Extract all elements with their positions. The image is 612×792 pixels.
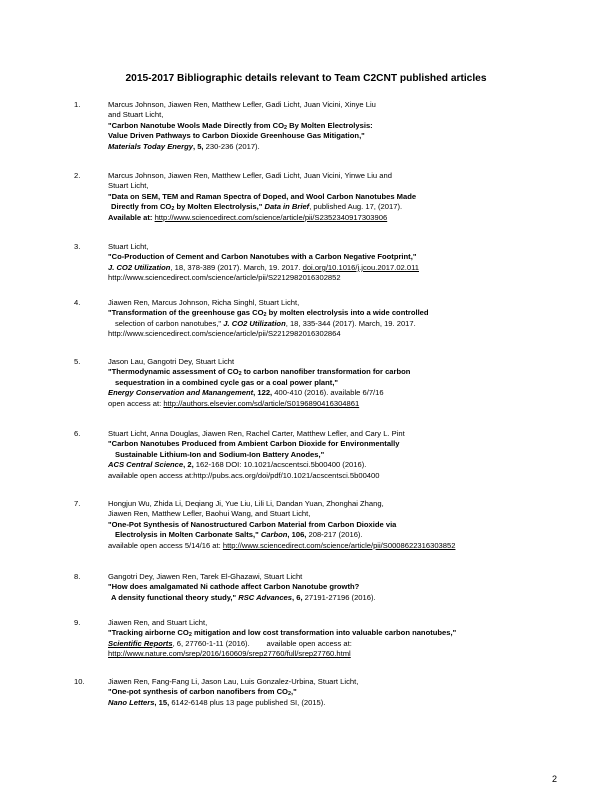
entry-title-cont: Value Driven Pathways to Carbon Dioxide Greenhouse Gas Mitigation," — [108, 131, 365, 141]
entry-availability: available open access 5/14/16 at: http://www.sciencedirect.com/science/article/pii/S0008622316303852 — [108, 540, 456, 550]
entry-number: 9. — [74, 618, 81, 627]
entry-authors: Gangotri Dey, Jiawen Ren, Tarek El-Ghazawi, Stuart Licht — [108, 572, 303, 581]
entry-title: "Tracking airborne $CO_2$ mitigation and low cost transformation into valuable carbon nanotubes," — [108, 628, 457, 639]
entry-title: "Thermodynamic assessment of $CO_2$ to carbon nanofiber transformation for carbon — [108, 367, 411, 378]
entry-title: "How does amalgamated Ni cathode affect Carbon Nanotube growth? — [108, 582, 360, 592]
entry-number: 7. — [74, 499, 81, 508]
entry-number: 6. — [74, 429, 81, 438]
article-link[interactable]: http://www.sciencedirect.com/science/article/pii/S2352340917303906 — [154, 212, 388, 222]
entry-authors: Jiawen Ren, Marcus Johnson, Richa Singhl, Stuart Licht, — [108, 298, 300, 307]
entry-availability: available open access at:http://pubs.acs.org/doi/pdf/10.1021/acscentsci.5b00400 — [108, 470, 380, 480]
entry-number: 4. — [74, 298, 81, 307]
entry-title-cont: selection of carbon nanotubes," J. CO2 Utilization, 18, 335-344 (2017). March, 19. 2017. — [115, 318, 416, 328]
article-link[interactable]: http://pubs.acs.org/doi/pdf/10.1021/acscentsci.5b00400 — [193, 470, 380, 480]
entry-title-cont: Directly from $CO_2$ by Molten Electrolysis," Data in Brief, published Aug. 17, (2017). — [111, 202, 403, 213]
entry-title-cont: sequestration in a combined cycle gas or a coal power plant," — [115, 377, 339, 387]
entry-authors: Jason Lau, Gangotri Dey, Stuart Licht — [108, 357, 235, 366]
entry-authors: Stuart Licht, Anna Douglas, Jiawen Ren, Rachel Carter, Matthew Lefler, and Cary L. Pint — [108, 429, 405, 438]
entry-url — [108, 649, 578, 659]
entry-number: 10. — [74, 677, 85, 686]
entry-authors: Stuart Licht, — [108, 242, 149, 251]
article-link[interactable]: http://www.sciencedirect.com/science/article/pii/S0008622316303852 — [222, 540, 456, 550]
page-number: 2 — [552, 774, 558, 784]
entry-citation: Materials Today Energy, 5, 230-236 (2017). — [108, 141, 260, 151]
entry-number: 3. — [74, 242, 81, 251]
entry-authors: Marcus Johnson, Jiawen Ren, Matthew Lefler, Gadi Licht, Juan Vicini, Xinye Liu — [108, 100, 376, 109]
entry-title: "One-Pot Synthesis of Nanostructured Carbon Material from Carbon Dioxide via — [108, 519, 397, 529]
entry-url: http://www.sciencedirect.com/science/article/pii/S2212982016302852 — [108, 273, 341, 283]
entry-title: "Carbon Nanotube Wools Made Directly from $CO_2$ By Molten Electrolysis: — [108, 120, 373, 131]
entry-number: 1. — [74, 100, 81, 109]
entry-number: 2. — [74, 171, 81, 180]
page-title: 2015-2017 Bibliographic details relevant to Team C2CNT published articles — [125, 73, 487, 84]
article-link[interactable]: http://www.nature.com/srep/2016/160609/srep27760/full/srep27760.html — [108, 649, 351, 659]
entry-title: "Co-Production of Cement and Carbon Nanotubes with a Carbon Negative Footprint," — [108, 252, 417, 262]
entry-availability: Available at: http://www.sciencedirect.com/science/article/pii/S2352340917303906 — [108, 212, 388, 222]
entry-authors-cont: Jiawen Ren, Matthew Lefler, Baohui Wang, and Stuart Licht, — [108, 509, 311, 519]
entry-authors: Jiawen Ren, Fang-Fang Li, Jason Lau, Luis Gonzalez-Urbina, Stuart Licht, — [108, 677, 359, 686]
entry-title-cont: A density functional theory study," RSC Advances, 6, 27191-27196 (2016). — [111, 592, 376, 602]
entry-citation: ACS Central Science, 2, 162-168 DOI: 10.1021/acscentsci.5b00400 (2016). — [108, 460, 367, 470]
entry-number: 8. — [74, 572, 81, 581]
entry-authors: Marcus Johnson, Jiawen Ren, Matthew Lefler, Gadi Licht, Juan Vicini, Yinwe Liu and — [108, 171, 392, 180]
entry-number: 5. — [74, 357, 81, 366]
entry-authors: Hongjun Wu, Zhida Li, Deqiang Ji, Yue Liu, Lili Li, Dandan Yuan, Zhonghai Zhang, — [108, 499, 384, 508]
entry-authors-cont: and Stuart Licht, — [108, 110, 164, 120]
entry-availability: open access at: http://authors.elsevier.com/sd/article/S0196890416304861 — [108, 398, 360, 408]
entry-title: "One-pot synthesis of carbon nanofibers from $CO_2$," — [108, 687, 297, 698]
entry-title-cont: Electrolysis in Molten Carbonate Salts," Carbon, 106, 208-217 (2016). — [115, 530, 363, 540]
entry-citation: Energy Conservation and Manangement, 122, 400-410 (2016). available 6/7/16 — [108, 388, 384, 398]
entry-title: "Transformation of the greenhouse gas $CO_2$ by molten electrolysis into a wide controlled — [108, 308, 429, 319]
article-link[interactable]: http://authors.elsevier.com/sd/article/S0196890416304861 — [163, 398, 360, 408]
entry-title-cont: Sustainable Lithium-Ion and Sodium-Ion Battery Anodes," — [115, 449, 325, 459]
entry-authors-cont: Stuart Licht, — [108, 181, 149, 191]
doi-link[interactable]: doi.org/10.1016/j.jcou.2017.02.011 — [302, 262, 419, 272]
entry-citation: Nano Letters, 15, 6142-6148 plus 13 page published SI, (2015). — [108, 697, 326, 707]
entry-url: http://www.sciencedirect.com/science/article/pii/S2212982016302864 — [108, 329, 341, 339]
entry-title: "Carbon Nanotubes Produced from Ambient Carbon Dioxide for Environmentally — [108, 439, 400, 449]
entry-title: "Data on SEM, TEM and Raman Spectra of Doped, and Wool Carbon Nanotubes Made — [108, 191, 417, 201]
entry-citation: J. CO2 Utilization, 18, 378-389 (2017). March, 19. 2017. doi.org/10.1016/j.jcou.2017.02.011 — [108, 262, 419, 272]
entry-authors: Jiawen Ren, and Stuart Licht, — [108, 618, 208, 627]
entry-citation: Scientific Reports, 6, 27760-1-11 (2016). available open access at: — [108, 638, 352, 648]
